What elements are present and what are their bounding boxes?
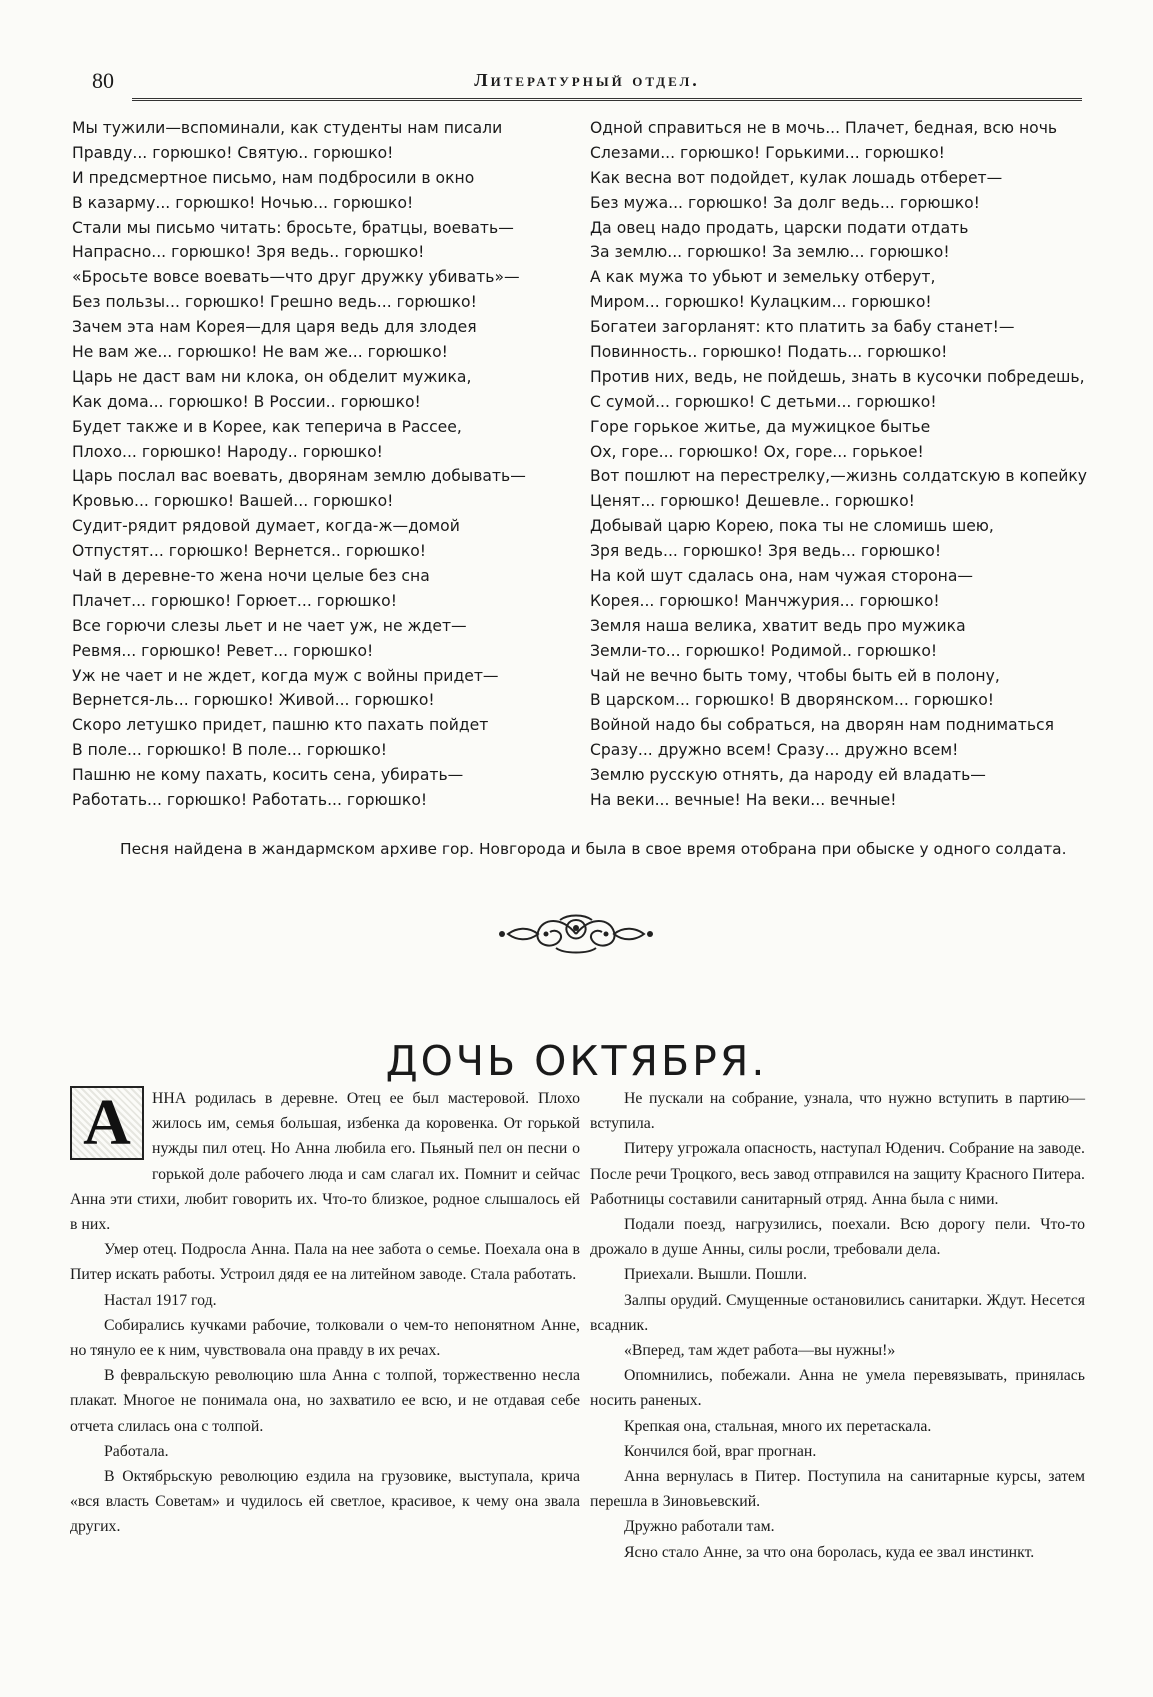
prose-column-right: [590, 1086, 1085, 1565]
poem-line: Как весна вот подойдет, кулак лошадь отберет—: [590, 168, 1003, 187]
prose-paragraph: Анна вернулась в Питер. Поступила на санитарные курсы, затем перешла в Зиновьевский.: [590, 1468, 1085, 1511]
poem-line: В казарму... горюшко! Ночью... горюшко!: [72, 193, 414, 212]
poem-line: Стали мы письмо читать: бросьте, братцы, воевать—: [72, 218, 514, 237]
poem-line: Все горючи слезы льет и не чает уж, не ждет—: [72, 616, 467, 635]
poem-column-right: [590, 116, 1110, 813]
prose-paragraph: Ясно стало Анне, за что она боролась, куда ее звал инстинкт.: [624, 1543, 1035, 1561]
poem-line: Отпустят... горюшко! Вернется.. горюшко!: [72, 542, 427, 561]
poem-line: «Бросьте вовсе воевать—что друг дружку убивать»—: [72, 268, 520, 287]
poem-line: Повинность.. горюшко! Подать... горюшко!: [590, 343, 948, 362]
prose-paragraph: Работала.: [104, 1442, 169, 1460]
poem-line: Чай не вечно быть тому, чтобы быть ей в полону,: [590, 666, 1000, 685]
poem-line: На веки... вечные! На веки... вечные!: [590, 791, 897, 810]
poem-line: Горе горькое житье, да мужицкое бытье: [590, 417, 931, 436]
floral-ornament-icon: [498, 912, 654, 956]
poem-line: Миром... горюшко! Кулацким... горюшко!: [590, 293, 932, 312]
prose-paragraph: Залпы орудий. Смущенные остановились санитарки. Ждут. Несется всадник.: [590, 1291, 1085, 1334]
poem-line: Земля наша велика, хватит ведь про мужика: [590, 616, 966, 635]
poem-line: Землю русскую отнять, да народу ей владать—: [590, 766, 986, 785]
poem-line: Вернется-ль... горюшко! Живой... горюшко!: [72, 691, 435, 710]
poem-line: Да овец надо продать, царски подати отдать: [590, 218, 969, 237]
poem-line: Корея... горюшко! Манчжурия... горюшко!: [590, 591, 940, 610]
header-rule: [132, 98, 1082, 101]
poem-line: Судит-рядит рядовой думает, когда-ж—домой: [72, 517, 460, 536]
poem-line: Плохо... горюшко! Народу.. горюшко!: [72, 442, 383, 461]
poem-line: Правду... горюшко! Святую.. горюшко!: [72, 143, 394, 162]
prose-column-left: [70, 1086, 580, 1540]
poem-column-left: [72, 116, 582, 813]
prose-paragraph: Опомнились, побежали. Анна не умела перевязывать, принялась носить раненых.: [590, 1367, 1085, 1410]
dropcap-letter: А: [83, 1086, 131, 1159]
poem-line: Мы тужили—вспоминали, как студенты нам писали: [72, 119, 503, 137]
poem-line: Добывай царю Корею, пока ты не сломишь шею,: [590, 517, 994, 536]
story-title: ДОЧЬ ОКТЯБРЯ.: [385, 1037, 768, 1086]
poem-line: Слезами... горюшко! Горькими... горюшко!: [590, 143, 945, 162]
poem-line: И предсмертное письмо, нам подбросили в окно: [72, 168, 475, 187]
prose-paragraph: «Вперед, там ждет работа—вы нужны!»: [624, 1342, 896, 1360]
prose-paragraph: Питеру угрожала опасность, наступал Юденич. Собрание на заводе. После речи Троцкого, весь завод отправился на защиту Красного Питера. Работницы составили санитарный отряд. Анна была с ними.: [590, 1140, 1085, 1208]
poem-line: Будет также и в Корее, как теперича в Рассее,: [72, 417, 462, 436]
prose-paragraph: Кончился бой, враг прогнан.: [624, 1442, 817, 1460]
prose-paragraph: Приехали. Вышли. Пошли.: [624, 1266, 807, 1284]
poem-line: Зря ведь... горюшко! Зря ведь... горюшко!: [590, 542, 942, 561]
poem-line: Против них, ведь, не пойдешь, знать в кусочки побредешь,: [590, 367, 1085, 386]
poem-line: В царском... горюшко! В дворянском... горюшко!: [590, 691, 995, 710]
poem-line: Как дома... горюшко! В России.. горюшко!: [72, 392, 421, 411]
poem-line: Уж не чает и не ждет, когда муж с войны придет—: [72, 666, 499, 685]
prose-paragraph: В Октябрьскую революцию ездила на грузовике, выступала, крича «вся власть Советам» и чудилось ей светлое, красивое, к чему она звала других.: [70, 1468, 580, 1536]
poem-line: Ревмя... горюшко! Ревет... горюшко!: [72, 641, 374, 660]
first-paragraph: ННА родилась в деревне. Отец ее был мастеровой. Плохо жилось им, семья большая, избенка да коровенка. От горькой нужды пил отец. Но Анна любила его. Пьяный пел он песни о горькой доле рабочего люда и сам слагал их. Помнит и сейчас Анна эти стихи, любит говорить их. Что-то близкое, родное слышалось ей в них.: [70, 1090, 580, 1234]
decorative-dropcap: [70, 1086, 144, 1160]
page-number: 80: [92, 68, 114, 93]
poem-line: Пашню не кому пахать, косить сена, убирать—: [72, 766, 464, 785]
prose-paragraph: Собирались кучками рабочие, толковали о чем-то непонятном Анне, но тянуло ее к ним, чувствовала она правду в их речах.: [70, 1316, 580, 1360]
poem-line: Плачет... горюшко! Горюет... горюшко!: [72, 591, 397, 610]
prose-paragraph: Не пускали на собрание, узнала, что нужно вступить в партию—вступила.: [590, 1090, 1085, 1133]
poem-line: С сумой... горюшко! С детьми... горюшко!: [590, 392, 937, 411]
poem-line: Ценят... горюшко! Дешевле.. горюшко!: [590, 492, 915, 511]
running-header: [92, 64, 1082, 94]
running-title: Литературный отдел.: [474, 70, 700, 90]
poem-line: Царь послал вас воевать, дворянам землю добывать—: [72, 467, 526, 486]
poem-line: Земли-то... горюшко! Родимой.. горюшко!: [590, 641, 938, 660]
prose-paragraph: Крепкая она, стальная, много их перетаскала.: [624, 1417, 932, 1435]
poem-line: Ох, горе... горюшко! Ох, горе... горькое!: [590, 442, 924, 461]
poem-line: Без мужа... горюшко! За долг ведь... горюшко!: [590, 193, 980, 212]
poem-line: Царь не даст вам ни клока, он обделит мужика,: [72, 367, 472, 386]
poem-line: Чай в деревне-то жена ночи целые без сна: [72, 567, 430, 586]
poem-line: Войной надо бы собраться, на дворян нам подниматься: [590, 716, 1054, 735]
prose-paragraph: Дружно работали там.: [624, 1518, 775, 1536]
prose-paragraph: Подали поезд, нагрузились, поехали. Всю дорогу пели. Что-то дрожало в душе Анны, силы росли, требовали дела.: [590, 1216, 1085, 1259]
poem-line: Работать... горюшко! Работать... горюшко!: [72, 791, 428, 810]
poem-line: На кой шут сдалась она, нам чужая сторона—: [590, 567, 974, 586]
source-note-text: Песня найдена в жандармском архиве гор. Новгорода и была в свое время отобрана при обыске у одного солдата.: [120, 840, 1067, 858]
poem-line: Вот пошлют на перестрелку,—жизнь солдатскую в копейку: [590, 467, 1088, 486]
poem-line: Сразу... дружно всем! Сразу... дружно всем!: [590, 741, 959, 760]
poem-line: Не вам же... горюшко! Не вам же... горюшко!: [72, 343, 448, 362]
source-note: [72, 836, 1082, 862]
poem-line: За землю... горюшко! За землю... горюшко!: [590, 243, 950, 262]
poem-line: Зачем эта нам Корея—для царя ведь для злодея: [72, 318, 477, 337]
poem-line: Без пользы... горюшко! Грешно ведь... горюшко!: [72, 293, 477, 312]
prose-paragraph: В февральскую революцию шла Анна с толпой, торжественно несла плакат. Многое не понимала она, но захватило ее всю, и не отдавая себе отчета слилась она с толпой.: [70, 1367, 580, 1435]
poem-line: Одной справиться не в мочь... Плачет, бедная, всю ночь: [590, 119, 1058, 137]
poem-line: Богатеи загорланят: кто платить за бабу станет!—: [590, 318, 1015, 337]
poem-line: Кровью... горюшко! Вашей... горюшко!: [72, 492, 394, 511]
left-paragraphs: [70, 1237, 580, 1539]
poem-line: В поле... горюшко! В поле... горюшко!: [72, 741, 387, 760]
poem-line: А как мужа то убьют и земельку отберут,: [590, 268, 936, 287]
poem-line: Скоро летушко придет, пашню кто пахать пойдет: [72, 716, 489, 735]
prose-paragraph: Настал 1917 год.: [104, 1291, 217, 1309]
prose-paragraph: Умер отец. Подросла Анна. Пала на нее забота о семье. Поехала она в Питер искать работы. Устроил дядя ее на литейном заводе. Стала работать.: [70, 1241, 580, 1284]
poem-line: Напрасно... горюшко! Зря ведь.. горюшко!: [72, 243, 425, 262]
